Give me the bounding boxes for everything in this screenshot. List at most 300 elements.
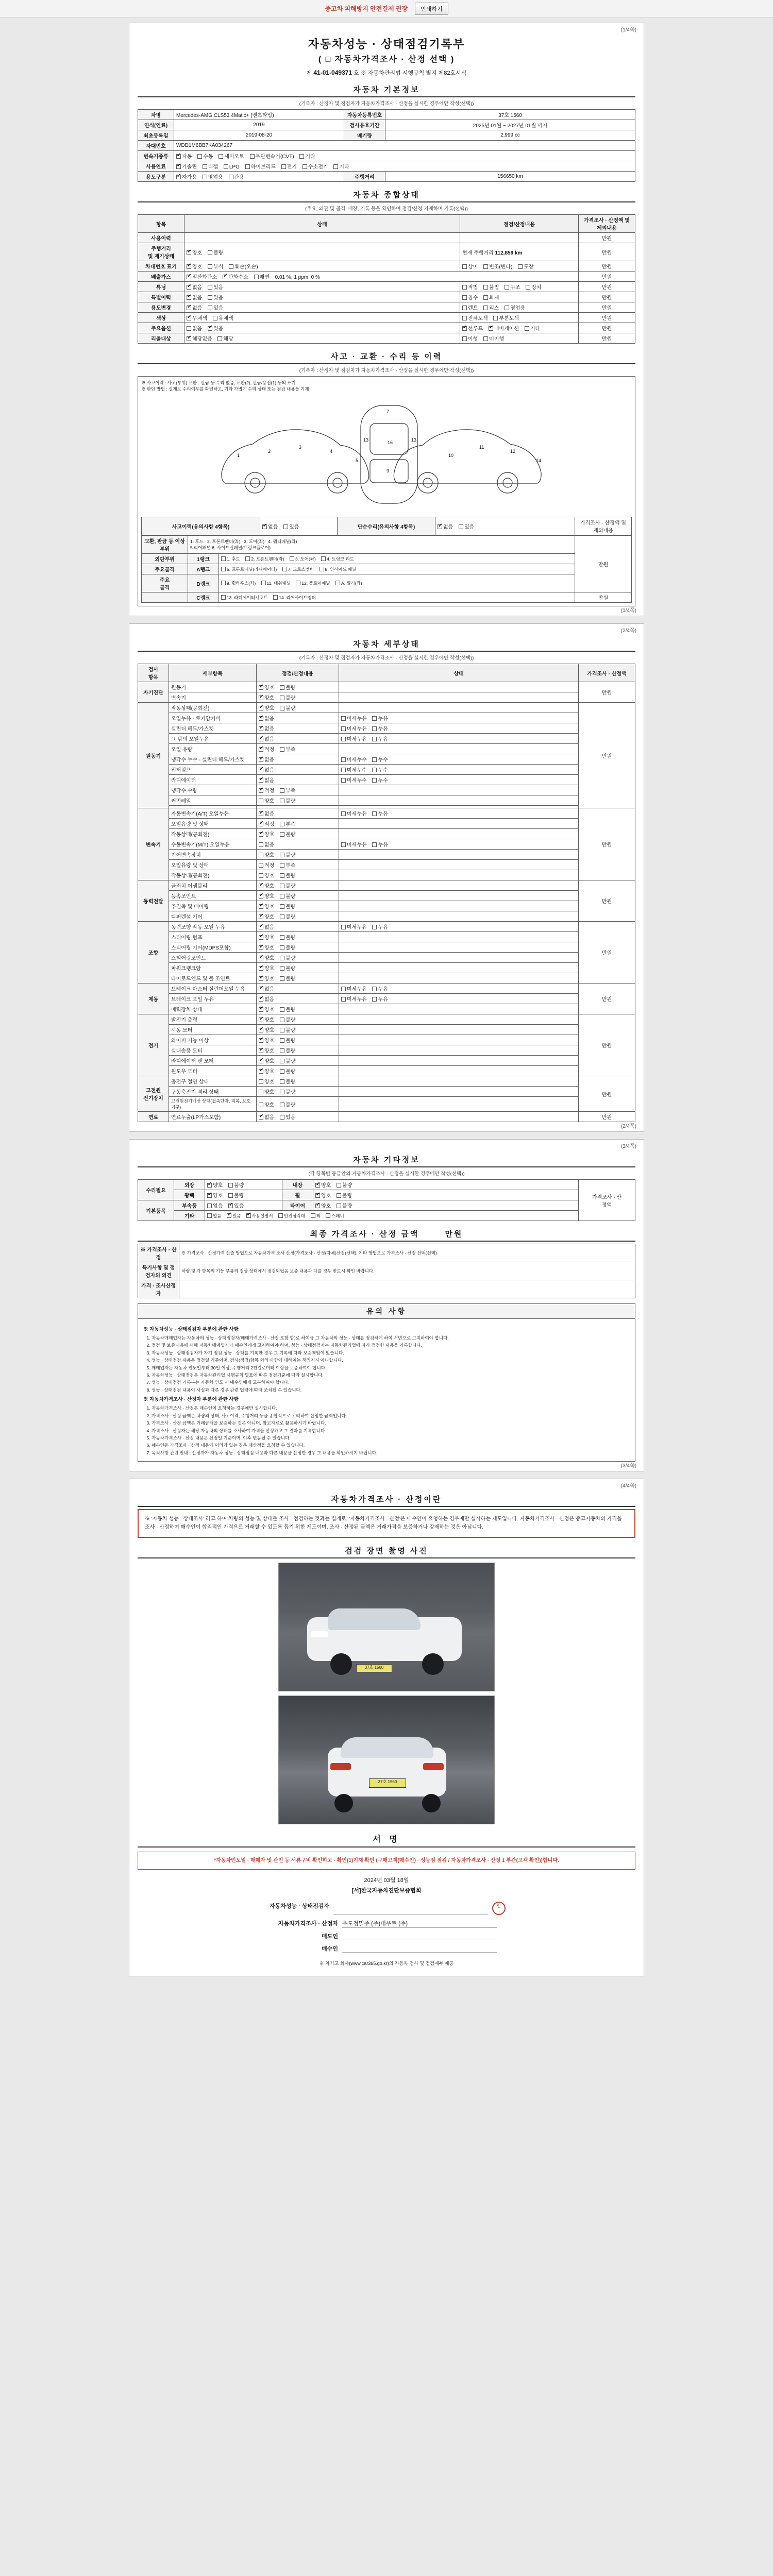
- engine-oilqty-ok[interactable]: ✔ 적정: [259, 745, 274, 753]
- basic-info-table: [138, 109, 635, 182]
- propshaft-good[interactable]: ✔ 양호: [259, 902, 274, 910]
- repair-interior-good[interactable]: ✔ 양호: [315, 1181, 331, 1189]
- accident-yes[interactable]: 있음: [283, 522, 299, 530]
- basic-etc-none[interactable]: 없음: [207, 1213, 221, 1219]
- hv-battery-bad[interactable]: 불량: [280, 1088, 295, 1095]
- selfdiag-engine-bad[interactable]: 불량: [280, 683, 295, 691]
- mt-gear-good[interactable]: 양호: [259, 851, 274, 858]
- special-none[interactable]: ✔ 없음: [187, 293, 202, 301]
- label-inspection: 검사유효기간: [344, 120, 385, 130]
- starter-bad[interactable]: 불량: [280, 1026, 295, 1033]
- coolant-head-none[interactable]: ✔ 없음: [259, 755, 274, 763]
- use-option-business[interactable]: 영업용: [203, 173, 223, 180]
- mt-leak-micro[interactable]: 미세누유: [341, 840, 367, 848]
- selfdiag-trans-bad[interactable]: 불량: [280, 693, 295, 701]
- item-mt-qty: 오일유량 및 상태: [169, 860, 257, 870]
- mileage-bad[interactable]: 불량: [208, 248, 223, 256]
- mt-idle-bad[interactable]: 불량: [280, 871, 295, 879]
- fuel-option-hybrid[interactable]: 하이브리드: [245, 162, 276, 170]
- legend-price: 만원: [575, 536, 632, 592]
- at-leak-micro[interactable]: 미세누유: [341, 809, 367, 817]
- extra-brake-booster: [339, 1004, 579, 1014]
- state-engine-rocker: [257, 713, 339, 723]
- price-powertrain: 만원: [579, 880, 635, 922]
- coolant-qty-ok[interactable]: ✔ 적정: [259, 786, 274, 794]
- state-window-motor: [257, 1066, 339, 1076]
- item-selfdiag-trans: 변속기: [169, 692, 257, 703]
- at-leak-leak[interactable]: 누유: [372, 809, 388, 817]
- page-number-bottom-2: (2/4쪽): [620, 1124, 636, 1129]
- row-special-price: 만원: [579, 292, 635, 302]
- engine-otheroil-leak[interactable]: 누유: [372, 735, 388, 742]
- notice-group-2-head: ※ 자동차가격조사 · 산정자 부분에 관한 사항: [143, 1397, 239, 1403]
- use-option-private[interactable]: ✔ 자가용: [176, 173, 197, 180]
- special-fire[interactable]: 화재: [483, 293, 499, 301]
- options-navigation[interactable]: ✔ 내비게이션: [489, 324, 519, 332]
- clutch-bad[interactable]: 불량: [280, 882, 295, 889]
- radiator-fan-good[interactable]: ✔ 양호: [259, 1057, 274, 1064]
- repair-wheel-good[interactable]: ✔ 양호: [315, 1191, 331, 1199]
- extra-window-motor: [339, 1066, 579, 1076]
- cvjoint-good[interactable]: ✔ 양호: [259, 892, 274, 900]
- signature-seller-label: 매도인: [322, 1934, 338, 1940]
- row-vin-mark-state: [184, 261, 460, 272]
- fuel-option-hydrogen[interactable]: 수소전기: [303, 162, 328, 170]
- topbar: [0, 0, 773, 18]
- repair-exterior-label: 외장: [174, 1180, 205, 1190]
- options-sunroof[interactable]: ✔ 선루프: [462, 324, 483, 332]
- row-tuning-check: [460, 282, 579, 292]
- engine-oilqty-low[interactable]: 부족: [280, 745, 295, 753]
- rank1-trunk[interactable]: 4. 트렁크 리드: [321, 556, 354, 562]
- svg-text:16: 16: [388, 440, 393, 445]
- basic-etc-manual[interactable]: ✔ 사용설명서: [246, 1213, 273, 1219]
- steering-joint-bad[interactable]: 불량: [280, 954, 295, 961]
- pitman-bad[interactable]: 불량: [280, 964, 295, 972]
- color-achromatic[interactable]: ✔ 무채색: [187, 314, 207, 321]
- simple-yes[interactable]: 있음: [459, 522, 474, 530]
- emission-hc[interactable]: ✔ 탄화수소: [223, 273, 248, 280]
- mileage-good[interactable]: ✔양호: [187, 248, 202, 256]
- brake-master-none[interactable]: ✔ 없음: [259, 985, 274, 992]
- tuning-structure[interactable]: 구조: [505, 283, 520, 291]
- vin-corrosion[interactable]: 부식: [208, 262, 223, 270]
- brake-booster-good[interactable]: ✔ 양호: [259, 1005, 274, 1013]
- steering-joint-good[interactable]: ✔ 양호: [259, 954, 274, 961]
- item-engine-headgasket: 실린더 헤드/가스켓: [169, 723, 257, 734]
- vin-diff[interactable]: 상이: [462, 262, 478, 270]
- coolant-head-leak[interactable]: 누수: [372, 755, 388, 763]
- window-motor-good[interactable]: ✔ 양호: [259, 1067, 274, 1075]
- tuning-device[interactable]: 장치: [526, 283, 541, 291]
- diff-good[interactable]: ✔ 양호: [259, 912, 274, 920]
- svg-text:10: 10: [448, 453, 454, 458]
- engine-rocker-leak[interactable]: 누유: [372, 714, 388, 722]
- hv-battery-good[interactable]: 양호: [259, 1088, 274, 1095]
- repair-interior-bad[interactable]: 불량: [337, 1181, 352, 1189]
- transmission-option-auto[interactable]: ✔ 자동: [176, 152, 192, 160]
- rankA-1[interactable]: 5. 프론트패널(라디에이터): [221, 566, 277, 572]
- ps-leak-leak[interactable]: 누유: [372, 923, 388, 930]
- propshaft-bad[interactable]: 불량: [280, 902, 295, 910]
- blower-bad[interactable]: 불량: [280, 1046, 295, 1054]
- transmission-option-cvt[interactable]: 무단변속기(CVT): [250, 152, 294, 160]
- coolant-radiator-leak[interactable]: 누수: [372, 776, 388, 784]
- basic-etc-spanner[interactable]: 스패너: [326, 1213, 344, 1219]
- color-chromatic[interactable]: 유채색: [213, 314, 233, 321]
- basic-etc-yes[interactable]: ✔ 있음: [227, 1213, 241, 1219]
- basic-accessory-none[interactable]: 없음: [207, 1201, 223, 1209]
- page-number-top-4: (4/4쪽): [620, 1483, 636, 1489]
- group-engine: 원동기: [138, 703, 169, 808]
- tuning-legal[interactable]: 적법: [462, 283, 478, 291]
- vin-paint[interactable]: 도장: [518, 262, 533, 270]
- signature-seller-value[interactable]: [342, 1932, 497, 1940]
- repair-exterior-good[interactable]: ✔ 양호: [207, 1181, 223, 1189]
- item-brake-booster: 배력장치 상태: [169, 1004, 257, 1014]
- cvjoint-bad[interactable]: 불량: [280, 892, 295, 900]
- legend-title: 교환, 판금 등 이상 부위: [142, 536, 188, 554]
- blower-good[interactable]: ✔ 양호: [259, 1046, 274, 1054]
- item-window-motor: 윈도우 모터: [169, 1066, 257, 1076]
- value-fuel: [174, 161, 635, 172]
- extra-commonrail: [339, 795, 579, 806]
- tierod-bad[interactable]: 불량: [280, 974, 295, 982]
- coolant-head-micro[interactable]: 미세누수: [341, 755, 367, 763]
- rankC-2[interactable]: 14. 리어사이드멤버: [273, 595, 316, 601]
- diff-bad[interactable]: 불량: [280, 912, 295, 920]
- label-regno: 자동차등록번호: [344, 110, 385, 120]
- item-blower: 실내송풍 모터: [169, 1045, 257, 1056]
- ps-leak-micro[interactable]: 미세누유: [341, 923, 367, 930]
- coolant-pump-leak[interactable]: 누수: [372, 766, 388, 773]
- rank-a: A랭크: [188, 564, 219, 574]
- starter-good[interactable]: ✔ 양호: [259, 1026, 274, 1033]
- notice-2-6: 6. 매수인은 가격조사 · 산정 내용에 이의가 있는 경우 재산정을 요청할 수 있습니다.: [152, 1442, 630, 1448]
- row-usechange-check: [460, 302, 579, 313]
- vin-alter[interactable]: 변조(변타): [483, 262, 512, 270]
- rankC-1[interactable]: 13. 라디에이터서포트: [221, 595, 268, 601]
- simple-none[interactable]: ✔ 없음: [438, 522, 453, 530]
- row-options-price: 만원: [579, 323, 635, 333]
- recall-yes[interactable]: 해당: [217, 334, 233, 342]
- rankB-items: [219, 574, 575, 592]
- notice-group-1-head: ※ 자동차성능 · 상태점검자 부분에 관한 사항: [143, 1327, 239, 1332]
- brake-oil-leak[interactable]: 누유: [372, 995, 388, 1003]
- extra-engine-rocker: [339, 713, 579, 723]
- engine-otheroil-none[interactable]: ✔ 없음: [259, 735, 274, 742]
- emission-co[interactable]: ✔ 일산화탄소: [187, 273, 217, 280]
- page-4: [129, 1479, 644, 1976]
- state-mt-qty: [257, 860, 339, 870]
- fuel-leak-none[interactable]: ✔ 없음: [259, 1113, 274, 1121]
- at-idle-bad[interactable]: 불량: [280, 830, 295, 838]
- commonrail-good[interactable]: 양호: [259, 796, 274, 804]
- signature-row-buyer: [138, 1942, 635, 1955]
- wiper-good[interactable]: ✔ 양호: [259, 1036, 274, 1044]
- usechange-biz[interactable]: 영업용: [505, 303, 525, 311]
- notice-group-2-list: [152, 1405, 630, 1456]
- wiper-bad[interactable]: 불량: [280, 1036, 295, 1044]
- rankB-3[interactable]: 12. 플로어패널: [296, 580, 330, 586]
- notice-2-7: 7. 목적사항 관련 안내 : 산정자가 자동차 성능 · 상태점검 내용과 다른 내용을 산정한 경우 그 내용을 확인하시기 바랍니다.: [152, 1450, 630, 1456]
- notice-1-4: 4. 성능 · 상태점검 내용은 점검일 기준이며, 검사(점검)항목 외의 사항에 대하여는 책임지지 아니합니다.: [152, 1357, 630, 1363]
- page-3: [129, 1139, 644, 1471]
- hv-wiring-bad[interactable]: 불량: [280, 1100, 295, 1108]
- basic-etc-jack[interactable]: 잭: [311, 1213, 321, 1219]
- special-yes[interactable]: 있음: [208, 293, 223, 301]
- appraiser-value: [179, 1280, 635, 1298]
- coolant-pump-micro[interactable]: 미세누수: [341, 766, 367, 773]
- frame-label: 주요골격: [142, 564, 188, 574]
- mt-idle-good[interactable]: 양호: [259, 871, 274, 879]
- item-diff: 디퍼렌셜 기어: [169, 911, 257, 922]
- rank1-fender[interactable]: 2. 프론트펜더(좌): [245, 556, 284, 562]
- rankB-2[interactable]: 11. 대쉬패널: [261, 580, 291, 586]
- color-partial-repaint[interactable]: 부분도색: [493, 314, 519, 321]
- pitman-good[interactable]: ✔ 양호: [259, 964, 274, 972]
- options-none[interactable]: 없음: [187, 324, 202, 332]
- steering-pump-good[interactable]: ✔ 양호: [259, 933, 274, 941]
- notice-2-5: 5. 자동차가격조사 · 산정 내용은 산정일 기준이며, 이후 변동될 수 있습니다.: [152, 1435, 630, 1441]
- at-qty-ok[interactable]: ✔ 적정: [259, 820, 274, 827]
- color-full-repaint[interactable]: 전체도색: [462, 314, 488, 321]
- options-etc[interactable]: 기타: [525, 324, 540, 332]
- rank1-door[interactable]: 3. 도어(좌): [290, 556, 316, 562]
- row-usechange-label: 용도변경: [138, 302, 184, 313]
- state-coolant-pump: [257, 765, 339, 775]
- state-mt-idle: [257, 870, 339, 880]
- engine-rocker-micro[interactable]: 미세누유: [341, 714, 367, 722]
- row-tuning-price: 만원: [579, 282, 635, 292]
- rankB-1[interactable]: 9. 휠하우스(좌): [221, 580, 256, 586]
- special-flood[interactable]: 침수: [462, 293, 478, 301]
- rankB-4[interactable]: A. 필러(좌): [335, 580, 362, 586]
- basic-accessory-yes[interactable]: ✔ 있음: [228, 1201, 244, 1209]
- rank1-hood[interactable]: 1. 후드: [221, 556, 240, 562]
- rankA-3[interactable]: 8. 인사이드 패널: [320, 566, 357, 572]
- signature-appraiser-label: 자동차가격조사 · 산정자: [278, 1921, 338, 1927]
- row-mileage-price: 만원: [579, 243, 635, 261]
- item-brake-master: 브레이크 마스터 실린더오일 누유: [169, 984, 257, 994]
- other-info-table: [138, 1179, 635, 1221]
- usechange-rent[interactable]: 렌트: [462, 303, 478, 311]
- steering-gear-bad[interactable]: 불량: [280, 943, 295, 951]
- notice-body: [138, 1319, 635, 1462]
- item-at-idle: 작동상태(공회전): [169, 829, 257, 839]
- state-engine-headgasket: [257, 723, 339, 734]
- item-at-qty: 오일유량 및 상태: [169, 819, 257, 829]
- item-hv-battery: 구동축전지 격리 상태: [169, 1087, 257, 1097]
- vin-damage[interactable]: 훼손(오손): [229, 262, 258, 270]
- emission-values: 0.01 %, 1 ppm, 0 %: [275, 275, 320, 280]
- extra-at-idle: [339, 829, 579, 839]
- state-cvjoint: [257, 891, 339, 901]
- item-starter: 시동 모터: [169, 1025, 257, 1035]
- hv-charge-good[interactable]: 양호: [259, 1077, 274, 1085]
- repair-polish-bad[interactable]: 불량: [228, 1191, 244, 1199]
- final-price-amount: 만원: [445, 1230, 463, 1239]
- price-fuel: 만원: [579, 1112, 635, 1122]
- engine-idle-good[interactable]: ✔ 양호: [259, 704, 274, 711]
- steering-pump-bad[interactable]: 불량: [280, 933, 295, 941]
- engine-headgasket-micro[interactable]: 미세누유: [341, 724, 367, 732]
- extra-engine-idle: [339, 703, 579, 713]
- mt-leak-leak[interactable]: 누유: [372, 840, 388, 848]
- engine-headgasket-none[interactable]: ✔ 없음: [259, 724, 274, 732]
- commonrail-bad[interactable]: 불량: [280, 796, 295, 804]
- usechange-none[interactable]: ✔ 없음: [187, 303, 202, 311]
- appraisal-explain-title: 자동차가격조사 · 산정이란: [138, 1494, 635, 1507]
- repair-wheel-bad[interactable]: 불량: [337, 1191, 352, 1199]
- fuel-leak-yes[interactable]: 있음: [280, 1113, 295, 1121]
- fuel-option-gasoline[interactable]: ✔ 가솔린: [176, 162, 197, 170]
- print-button[interactable]: 인쇄하기: [415, 3, 448, 15]
- extra-radiator-fan: [339, 1056, 579, 1066]
- selfdiag-trans-good[interactable]: ✔ 양호: [259, 693, 274, 701]
- safety-warning-text: 중고차 피해방지 안전결제 권장: [325, 5, 408, 12]
- basic-etc-label: 기타: [174, 1211, 205, 1221]
- coolant-radiator-none[interactable]: ✔ 없음: [259, 776, 274, 784]
- state-brake-oil: [257, 994, 339, 1004]
- svg-text:7: 7: [386, 409, 390, 414]
- overall-col-item: 항목: [138, 215, 184, 233]
- state-coolant-head: [257, 754, 339, 765]
- brake-oil-micro[interactable]: 미세누유: [341, 995, 367, 1003]
- extra-coolant-qty: [339, 785, 579, 795]
- tuning-none[interactable]: ✔ 없음: [187, 283, 202, 291]
- engine-otheroil-micro[interactable]: 미세누유: [341, 735, 367, 742]
- engine-rocker-none[interactable]: ✔ 없음: [259, 714, 274, 722]
- repair-polish-good[interactable]: ✔ 양호: [207, 1191, 223, 1199]
- signature-inspector-value[interactable]: [333, 1902, 488, 1915]
- window-motor-bad[interactable]: 불량: [280, 1067, 295, 1075]
- notice-1-1: 1. 자동차매매업자는 자동차의 성능 · 상태점검자(매매가격조사 · 산정 포함 함)로 하여금 그 자동차의 성능 · 상태를 점검하게 하여 서면으로 고지하여야 합니다.: [152, 1335, 630, 1341]
- coolant-pump-none[interactable]: ✔ 없음: [259, 766, 274, 773]
- document-subtitle: ( □ 자동차가격조사 · 산정 선택 ): [318, 55, 455, 64]
- tuning-yes[interactable]: 있음: [208, 283, 223, 291]
- recall-done[interactable]: 이행: [462, 334, 478, 342]
- recall-na[interactable]: ✔ 해당없음: [187, 334, 212, 342]
- basic-tire-state: [313, 1200, 579, 1211]
- signature-row-inspector: [138, 1900, 635, 1917]
- steering-gear-good[interactable]: ✔ 양호: [259, 943, 274, 951]
- selfdiag-engine-good[interactable]: ✔ 양호: [259, 683, 274, 691]
- fuel-option-lpg[interactable]: LPG: [224, 164, 240, 170]
- row-special-state: [184, 292, 460, 302]
- section-overall-title: 자동차 종합상태: [138, 189, 635, 202]
- svg-text:12: 12: [510, 449, 516, 454]
- recall-undone[interactable]: 미이행: [483, 334, 504, 342]
- price-steering: 만원: [579, 922, 635, 984]
- repair-polish-label: 광택: [174, 1190, 205, 1200]
- tierod-good[interactable]: ✔ 양호: [259, 974, 274, 982]
- mt-gear-bad[interactable]: 불량: [280, 851, 295, 858]
- basic-tire-label: 타이어: [282, 1200, 313, 1211]
- alternator-bad[interactable]: 불량: [280, 1015, 295, 1023]
- alternator-good[interactable]: ✔ 양호: [259, 1015, 274, 1023]
- hv-wiring-good[interactable]: 양호: [259, 1100, 274, 1108]
- engine-headgasket-leak[interactable]: 누유: [372, 724, 388, 732]
- rankA-2[interactable]: 7. 크로스멤버: [282, 566, 314, 572]
- at-leak-none[interactable]: ✔ 없음: [259, 809, 274, 817]
- clutch-good[interactable]: ✔ 양호: [259, 882, 274, 889]
- transmission-option-manual[interactable]: 수동: [197, 152, 213, 160]
- mt-qty-ok[interactable]: 적정: [259, 861, 274, 869]
- state-coolant-radiator: [257, 775, 339, 785]
- extra-pitman: [339, 963, 579, 973]
- extra-steering-joint: [339, 953, 579, 963]
- row-mileage-check: 현재 주행거리 112,859 km: [460, 243, 579, 261]
- state-selfdiag-engine: [257, 682, 339, 692]
- basic-tire-bad[interactable]: 불량: [337, 1201, 352, 1209]
- fuel-option-ev[interactable]: 전기: [281, 162, 297, 170]
- fuel-option-diesel[interactable]: 디젤: [203, 162, 218, 170]
- signature-buyer-label: 매수인: [322, 1946, 338, 1953]
- emission-smoke[interactable]: 매연: [254, 273, 270, 280]
- radiator-fan-bad[interactable]: 불량: [280, 1057, 295, 1064]
- svg-text:13: 13: [363, 437, 369, 443]
- brake-oil-none[interactable]: ✔ 없음: [259, 995, 274, 1003]
- ps-leak-none[interactable]: ✔ 없음: [259, 923, 274, 930]
- repair-exterior-bad[interactable]: 불량: [228, 1181, 244, 1189]
- usechange-lease[interactable]: 리스: [483, 303, 499, 311]
- detail-col-state: 상태: [339, 664, 579, 682]
- brake-master-micro[interactable]: 미세누유: [341, 985, 367, 992]
- options-yes[interactable]: ✔ 있음: [208, 324, 223, 332]
- usechange-yes[interactable]: 있음: [208, 303, 223, 311]
- item-selfdiag-engine: 원동기: [169, 682, 257, 692]
- row-usage-history-state: [184, 233, 460, 243]
- extra-mt-gear: [339, 850, 579, 860]
- item-hv-wiring: 고전원전기배선 상태(접속단자, 피복, 보호기구): [169, 1097, 257, 1112]
- at-qty-low[interactable]: 부족: [280, 820, 295, 827]
- brake-booster-bad[interactable]: 불량: [280, 1005, 295, 1013]
- hv-charge-bad[interactable]: 불량: [280, 1077, 295, 1085]
- basic-etc-triangle[interactable]: 안전삼각대: [278, 1213, 305, 1219]
- svg-text:5: 5: [356, 458, 359, 463]
- section-basic-info-note: (기록자 : 산정자 및 점검자가 자동차가격조사 · 산정을 실시한 경우에만 작성(선택)): [299, 101, 474, 107]
- item-engine-otheroil: 그 밖의 오일누유: [169, 734, 257, 744]
- coolant-radiator-micro[interactable]: 미세누수: [341, 776, 367, 784]
- brake-master-leak[interactable]: 누유: [372, 985, 388, 992]
- engine-idle-bad[interactable]: 불량: [280, 704, 295, 711]
- item-ps-leak: 동력조향 작동 오일 누유: [169, 922, 257, 932]
- final-price-head-text: 최종 가격조사 · 산정 금액: [310, 1230, 419, 1239]
- at-idle-good[interactable]: ✔ 양호: [259, 830, 274, 838]
- value-first-registration: 2019-08-20: [174, 130, 344, 141]
- basic-tire-good[interactable]: ✔ 양호: [315, 1201, 331, 1209]
- tuning-illegal[interactable]: 불법: [483, 283, 499, 291]
- signature-buyer-value[interactable]: [342, 1944, 497, 1953]
- label-first-registration: 최초등록일: [138, 130, 174, 141]
- page-number-top: (1/4쪽): [620, 27, 636, 33]
- mt-qty-low[interactable]: 부족: [280, 861, 295, 869]
- transmission-option-etc[interactable]: 기타: [299, 152, 315, 160]
- signature-appraiser-value[interactable]: 우도정밀주 (주)대우트 (주): [342, 1919, 497, 1928]
- accident-none[interactable]: ✔ 없음: [262, 522, 278, 530]
- vin-good[interactable]: ✔ 양호: [187, 262, 202, 270]
- mt-leak-none[interactable]: 없음: [259, 840, 274, 848]
- item-coolant-head: 냉각수 누수 - 실린더 헤드/가스켓: [169, 754, 257, 765]
- state-radiator-fan: [257, 1056, 339, 1066]
- transmission-option-semi[interactable]: 세미오토: [219, 152, 244, 160]
- use-option-official[interactable]: 관용: [229, 173, 244, 180]
- fuel-option-etc[interactable]: 기타: [333, 162, 349, 170]
- coolant-qty-low[interactable]: 부족: [280, 786, 295, 794]
- rank-1: 1랭크: [188, 554, 219, 564]
- extra-propshaft: [339, 901, 579, 911]
